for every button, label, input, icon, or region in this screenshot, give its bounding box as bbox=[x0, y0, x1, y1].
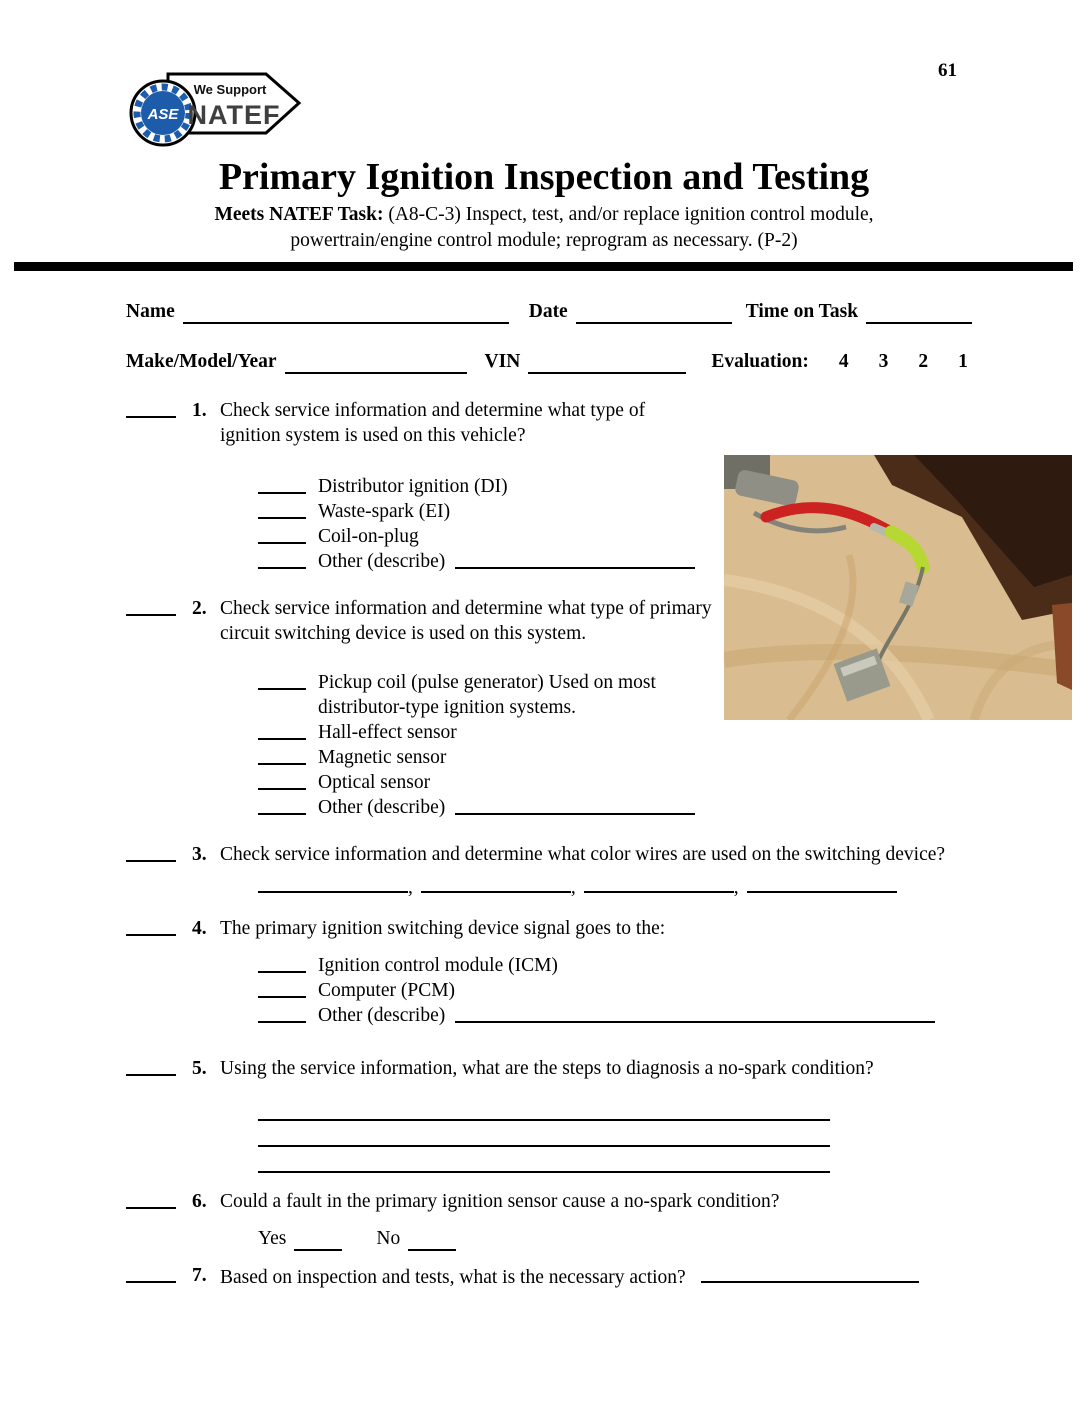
yes-no-row bbox=[258, 1226, 1072, 1251]
form-content bbox=[126, 300, 1072, 1290]
evaluation-value-3: 3 bbox=[878, 351, 889, 372]
evaluation-value-1: 1 bbox=[958, 351, 968, 372]
question-text bbox=[220, 1263, 1072, 1290]
question-number: 4. bbox=[192, 918, 207, 939]
question-4 bbox=[126, 916, 1072, 1028]
question-2 bbox=[126, 596, 1072, 820]
score-blank bbox=[126, 842, 176, 862]
score-blank bbox=[126, 596, 176, 616]
question-7 bbox=[126, 1263, 1072, 1290]
option-label: Computer (PCM) bbox=[318, 980, 456, 1001]
task-text-1: (A8-C-3) Inspect, test, and/or replace ignition control module, bbox=[388, 204, 874, 225]
write-in-blank bbox=[455, 1003, 935, 1023]
divider-bar bbox=[14, 262, 1073, 271]
vin-label: VIN bbox=[484, 351, 521, 372]
score-blank bbox=[126, 916, 176, 936]
question-3 bbox=[126, 842, 1072, 900]
option-row bbox=[258, 745, 1072, 770]
option-row bbox=[258, 978, 1072, 1003]
question-6 bbox=[126, 1189, 1072, 1251]
separator: , bbox=[570, 877, 576, 898]
separator: , bbox=[733, 877, 739, 898]
option-blank bbox=[258, 474, 306, 494]
answer-line bbox=[258, 1147, 830, 1173]
score-blank bbox=[126, 1056, 176, 1076]
make-model-year-blank bbox=[285, 354, 467, 374]
question-text: Could a fault in the primary ignition sensor cause a no-spark condition? bbox=[220, 1191, 780, 1212]
score-blank bbox=[126, 1189, 176, 1209]
question-number: 1. bbox=[192, 400, 207, 421]
yes-label: Yes bbox=[258, 1228, 287, 1249]
option-row bbox=[258, 499, 1072, 524]
form-row-1 bbox=[126, 300, 1072, 324]
date-label: Date bbox=[528, 301, 568, 322]
option-row bbox=[258, 549, 1072, 574]
no-blank bbox=[408, 1231, 456, 1251]
question-text: Check service information and determine what type of ignition system is used on this vehicle? bbox=[220, 400, 646, 446]
question-text: Check service information and determine what color wires are used on the switching device? bbox=[220, 844, 946, 865]
score-blank bbox=[126, 1263, 176, 1283]
option-row bbox=[258, 524, 1072, 549]
write-in-blank bbox=[701, 1263, 919, 1283]
answer-line bbox=[258, 1095, 830, 1121]
answer-line bbox=[258, 1121, 830, 1147]
wire-color-blanks bbox=[258, 873, 1072, 900]
ase-logo-text: ASE bbox=[147, 106, 179, 123]
name-blank bbox=[183, 304, 509, 324]
make-model-year-label: Make/Model/Year bbox=[126, 351, 277, 372]
option-row bbox=[258, 795, 1072, 820]
option-label: Waste-spark (EI) bbox=[318, 501, 451, 522]
option-label: Other (describe) bbox=[318, 1005, 446, 1026]
option-blank bbox=[258, 770, 306, 790]
vin-blank bbox=[528, 354, 686, 374]
natef-task-description bbox=[0, 202, 1088, 253]
time-on-task-label: Time on Task bbox=[745, 301, 859, 322]
natef-logo bbox=[126, 54, 304, 157]
date-blank bbox=[576, 304, 732, 324]
wire-color-blank bbox=[258, 873, 408, 893]
write-in-blank bbox=[455, 549, 695, 569]
wire-color-blank bbox=[421, 873, 571, 893]
option-blank bbox=[258, 978, 306, 998]
option-row bbox=[258, 670, 1072, 720]
evaluation-value-4: 4 bbox=[838, 351, 849, 372]
time-on-task-blank bbox=[866, 304, 972, 324]
option-row bbox=[258, 720, 1072, 745]
question-1 bbox=[126, 398, 1072, 574]
form-row-2 bbox=[126, 350, 1072, 374]
name-label: Name bbox=[126, 301, 175, 322]
option-label: Distributor ignition (DI) bbox=[318, 476, 508, 497]
option-blank bbox=[258, 549, 306, 569]
option-row bbox=[258, 953, 1072, 978]
evaluation-label: Evaluation: bbox=[711, 351, 809, 372]
question-number: 7. bbox=[192, 1265, 207, 1286]
option-label: Ignition control module (ICM) bbox=[318, 955, 558, 976]
we-support-text: We Support bbox=[193, 82, 267, 97]
wire-color-blank bbox=[747, 873, 897, 893]
option-blank bbox=[258, 953, 306, 973]
option-label: Hall-effect sensor bbox=[318, 722, 457, 743]
option-label: Optical sensor bbox=[318, 772, 431, 793]
answer-lines bbox=[258, 1095, 1072, 1173]
natef-text: NATEF bbox=[187, 100, 281, 130]
option-blank bbox=[258, 1003, 306, 1023]
option-row bbox=[258, 770, 1072, 795]
question-text: Using the service information, what are the steps to diagnosis a no-spark condition? bbox=[220, 1058, 874, 1079]
option-label: Other (describe) bbox=[318, 797, 446, 818]
page-number: 61 bbox=[938, 60, 957, 81]
question-text: Check service information and determine what type of primary circuit switching device is used on this system. bbox=[220, 598, 712, 644]
option-blank bbox=[258, 670, 306, 690]
questions-list bbox=[126, 398, 1072, 1290]
yes-blank bbox=[294, 1231, 342, 1251]
page-title: Primary Ignition Inspection and Testing bbox=[218, 156, 870, 198]
separator: , bbox=[408, 877, 413, 898]
no-label: No bbox=[376, 1228, 401, 1249]
question-5 bbox=[126, 1056, 1072, 1173]
option-label: Other (describe) bbox=[318, 551, 446, 572]
task-label: Meets NATEF Task: bbox=[214, 204, 384, 225]
option-label: Pickup coil (pulse generator) Used on most distributor-type ignition systems. bbox=[318, 672, 656, 718]
option-label: Coil-on-plug bbox=[318, 526, 419, 547]
wire-color-blank bbox=[584, 873, 734, 893]
question-number: 5. bbox=[192, 1058, 207, 1079]
option-blank bbox=[258, 499, 306, 519]
question-text-inline: Based on inspection and tests, what is the necessary action? bbox=[220, 1267, 686, 1288]
options-list bbox=[258, 953, 1072, 1028]
options-list bbox=[258, 474, 1072, 574]
options-list bbox=[258, 670, 1072, 820]
question-number: 2. bbox=[192, 598, 207, 619]
natef-logo-graphic bbox=[126, 54, 304, 152]
option-blank bbox=[258, 745, 306, 765]
option-blank bbox=[258, 720, 306, 740]
task-line-1 bbox=[0, 202, 1088, 228]
option-row bbox=[258, 474, 1072, 499]
evaluation-value-2: 2 bbox=[918, 351, 929, 372]
task-text-2: powertrain/engine control module; reprogram as necessary. (P-2) bbox=[290, 229, 798, 251]
option-blank bbox=[258, 795, 306, 815]
question-number: 3. bbox=[192, 844, 207, 865]
option-row bbox=[258, 1003, 1072, 1028]
question-text: The primary ignition switching device signal goes to the: bbox=[220, 918, 666, 939]
option-label: Magnetic sensor bbox=[318, 747, 447, 768]
score-blank bbox=[126, 398, 176, 418]
option-blank bbox=[258, 524, 306, 544]
write-in-blank bbox=[455, 795, 695, 815]
question-number: 6. bbox=[192, 1191, 207, 1212]
